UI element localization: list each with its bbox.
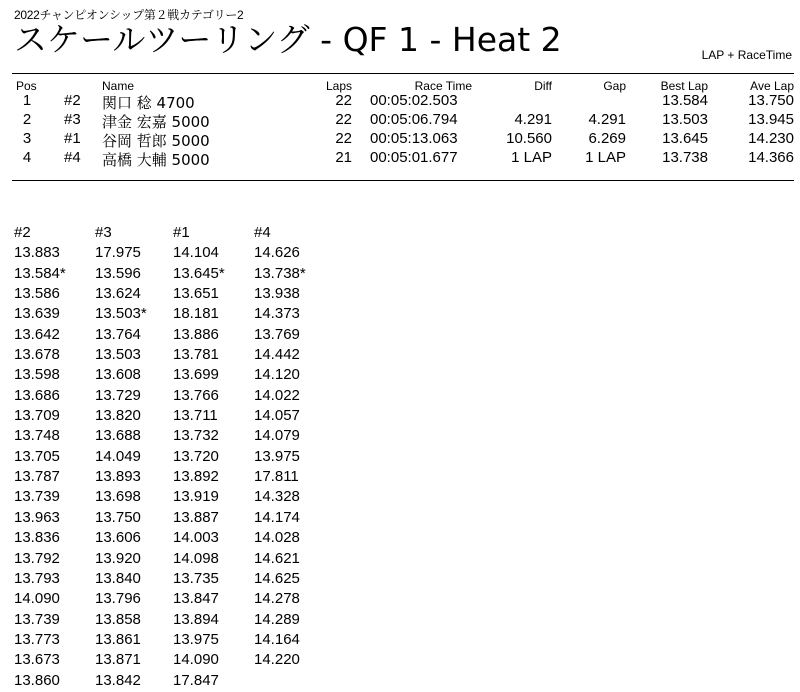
- lap-time-cell: 13.769: [254, 325, 300, 343]
- col-header-pos: Pos: [16, 79, 37, 93]
- lap-time-cell: 17.811: [254, 468, 299, 486]
- lap-time-cell: 13.975: [173, 630, 219, 648]
- lap-time-cell: 13.883: [14, 244, 60, 262]
- lap-time-cell: 14.625: [254, 569, 300, 587]
- lap-time-cell: 13.642: [14, 325, 60, 343]
- lap-time-cell: 13.503*: [95, 305, 147, 323]
- col-header-gap: Gap: [603, 79, 626, 93]
- lap-time-cell: 14.328: [254, 488, 300, 506]
- result-pos: 2: [22, 111, 32, 128]
- result-pos: 1: [22, 92, 32, 109]
- lap-time-cell: 13.860: [14, 671, 60, 689]
- result-car-number: #3: [64, 111, 81, 128]
- lap-time-cell: 14.120: [254, 366, 300, 384]
- result-driver-name: 津金 宏嘉 5000: [102, 113, 210, 131]
- lap-time-cell: 13.820: [95, 407, 141, 425]
- lap-time-cell: 13.858: [95, 610, 141, 628]
- result-best-lap: 13.503: [662, 111, 708, 128]
- result-driver-name: 関口 稔 4700: [102, 94, 195, 112]
- lap-time-cell: 13.688: [95, 427, 141, 445]
- lap-time-cell: 13.584*: [14, 264, 66, 282]
- lap-time-cell: 13.893: [95, 468, 141, 486]
- result-ave-lap: 14.230: [748, 130, 794, 147]
- lap-time-cell: 13.919: [173, 488, 219, 506]
- col-header-ave-lap: Ave Lap: [750, 79, 794, 93]
- lap-time-cell: 13.645*: [173, 264, 225, 282]
- lap-col-header: #3: [95, 224, 112, 241]
- result-diff: 4.291: [514, 111, 552, 128]
- col-header-best-lap: Best Lap: [660, 79, 708, 93]
- result-best-lap: 13.738: [662, 149, 708, 166]
- results-row: [12, 149, 794, 168]
- result-race-time: 00:05:06.794: [370, 111, 458, 128]
- lap-time-cell: 14.278: [254, 590, 300, 608]
- lap-time-cell: 13.698: [95, 488, 141, 506]
- lap-time-cell: 13.840: [95, 569, 141, 587]
- result-driver-name: 谷岡 哲郎 5000: [102, 132, 210, 150]
- lap-time-cell: 13.748: [14, 427, 60, 445]
- col-header-diff: Diff: [534, 79, 552, 93]
- col-header-laps: Laps: [325, 79, 352, 93]
- result-diff: 10.560: [506, 130, 552, 147]
- result-ave-lap: 13.750: [748, 92, 794, 109]
- lap-time-cell: 14.174: [254, 508, 300, 526]
- result-best-lap: 13.584: [662, 92, 708, 109]
- lap-time-cell: 14.098: [173, 549, 219, 567]
- lap-time-cell: 13.975: [254, 447, 300, 465]
- lap-time-cell: 14.003: [173, 529, 219, 547]
- lap-time-cell: 14.090: [173, 651, 219, 669]
- lap-time-cell: 13.781: [173, 346, 219, 364]
- result-pos: 3: [22, 130, 32, 147]
- lap-time-cell: 13.773: [14, 630, 60, 648]
- lap-time-cell: 14.621: [254, 549, 300, 567]
- lap-time-cell: 13.598: [14, 366, 60, 384]
- results-row: [12, 130, 794, 149]
- lap-time-cell: 13.766: [173, 386, 219, 404]
- report-type-label: LAP + RaceTime: [701, 48, 792, 62]
- result-race-time: 00:05:01.677: [370, 149, 458, 166]
- lap-time-cell: 13.673: [14, 651, 60, 669]
- lap-time-cell: 17.975: [95, 244, 141, 262]
- lap-time-cell: 13.861: [95, 630, 141, 648]
- lap-time-cell: 14.220: [254, 651, 300, 669]
- lap-time-cell: 13.639: [14, 305, 60, 323]
- lap-time-cell: 13.792: [14, 549, 60, 567]
- top-divider: [12, 73, 794, 74]
- lap-time-cell: 14.057: [254, 407, 300, 425]
- lap-time-cell: 13.842: [95, 671, 141, 689]
- lap-time-cell: 13.887: [173, 508, 219, 526]
- result-gap: 1 LAP: [585, 149, 626, 166]
- result-driver-name: 高橋 大輔 5000: [102, 151, 210, 169]
- lap-time-cell: 13.871: [95, 651, 141, 669]
- lap-time-cell: 13.686: [14, 386, 60, 404]
- lap-time-cell: 13.739: [14, 610, 60, 628]
- result-best-lap: 13.645: [662, 130, 708, 147]
- lap-time-cell: 13.793: [14, 569, 60, 587]
- lap-time-cell: 13.608: [95, 366, 141, 384]
- lap-time-cell: 13.886: [173, 325, 219, 343]
- result-pos: 4: [22, 149, 32, 166]
- lap-time-cell: 13.596: [95, 264, 141, 282]
- lap-time-cell: 13.678: [14, 346, 60, 364]
- lap-time-cell: 13.729: [95, 386, 141, 404]
- result-car-number: #1: [64, 130, 81, 147]
- lap-col-header: #1: [173, 224, 190, 241]
- lap-time-cell: 13.503: [95, 346, 141, 364]
- lap-time-cell: 14.028: [254, 529, 300, 547]
- lap-time-cell: 14.079: [254, 427, 300, 445]
- lap-time-cell: 13.894: [173, 610, 219, 628]
- lap-time-cell: 13.738*: [254, 264, 306, 282]
- result-laps: 22: [335, 130, 352, 147]
- lap-time-cell: 14.626: [254, 244, 300, 262]
- result-gap: 6.269: [588, 130, 626, 147]
- col-header-name: Name: [102, 79, 135, 93]
- lap-time-cell: 13.711: [173, 407, 218, 425]
- bottom-divider: [12, 180, 794, 181]
- lap-col-header: #4: [254, 224, 271, 241]
- col-header-race-time: Race Time: [414, 79, 472, 93]
- lap-time-cell: 13.764: [95, 325, 141, 343]
- lap-time-cell: 14.022: [254, 386, 300, 404]
- lap-time-cell: 14.049: [95, 447, 141, 465]
- result-laps: 22: [335, 111, 352, 128]
- lap-time-cell: 13.938: [254, 285, 300, 303]
- results-row: [12, 111, 794, 130]
- result-race-time: 00:05:02.503: [370, 92, 458, 109]
- lap-time-cell: 13.739: [14, 488, 60, 506]
- results-rows: [12, 92, 794, 168]
- results-row: [12, 92, 794, 111]
- lap-time-cell: 14.373: [254, 305, 300, 323]
- lap-time-cell: 13.920: [95, 549, 141, 567]
- lap-time-cell: 14.289: [254, 610, 300, 628]
- lap-time-cell: 13.963: [14, 508, 60, 526]
- results-header-row: [12, 77, 794, 92]
- lap-time-cell: 13.787: [14, 468, 60, 486]
- page-title: スケールツーリング - QF 1 - Heat 2: [14, 20, 562, 59]
- lap-time-cell: 13.624: [95, 285, 141, 303]
- lap-time-cell: 13.836: [14, 529, 60, 547]
- result-car-number: #2: [64, 92, 81, 109]
- result-ave-lap: 14.366: [748, 149, 794, 166]
- lap-time-cell: 14.164: [254, 630, 300, 648]
- lap-time-cell: 13.606: [95, 529, 141, 547]
- lap-time-cell: 13.651: [173, 285, 219, 303]
- lap-time-cell: 13.892: [173, 468, 219, 486]
- lap-time-cell: 13.699: [173, 366, 219, 384]
- lap-time-cell: 18.181: [173, 305, 219, 323]
- result-gap: 4.291: [588, 111, 626, 128]
- lap-time-cell: 13.709: [14, 407, 60, 425]
- result-diff: 1 LAP: [511, 149, 552, 166]
- lap-time-cell: 14.442: [254, 346, 300, 364]
- lap-time-cell: 13.735: [173, 569, 219, 587]
- result-laps: 22: [335, 92, 352, 109]
- lap-time-cell: 13.796: [95, 590, 141, 608]
- result-race-time: 00:05:13.063: [370, 130, 458, 147]
- lap-time-cell: 17.847: [173, 671, 219, 689]
- result-ave-lap: 13.945: [748, 111, 794, 128]
- results-table: [12, 77, 794, 168]
- lap-time-cell: 13.586: [14, 285, 60, 303]
- lap-time-cell: 13.705: [14, 447, 60, 465]
- result-laps: 21: [335, 149, 352, 166]
- lap-time-cell: 13.750: [95, 508, 141, 526]
- lap-time-cell: 13.720: [173, 447, 219, 465]
- lap-time-cell: 14.090: [14, 590, 60, 608]
- lap-time-cell: 13.847: [173, 590, 219, 608]
- result-car-number: #4: [64, 149, 81, 166]
- lap-time-cell: 14.104: [173, 244, 219, 262]
- lap-col-header: #2: [14, 224, 31, 241]
- event-subtitle: 2022チャンピオンシップ第２戦カテゴリー2: [14, 8, 244, 22]
- lap-time-cell: 13.732: [173, 427, 219, 445]
